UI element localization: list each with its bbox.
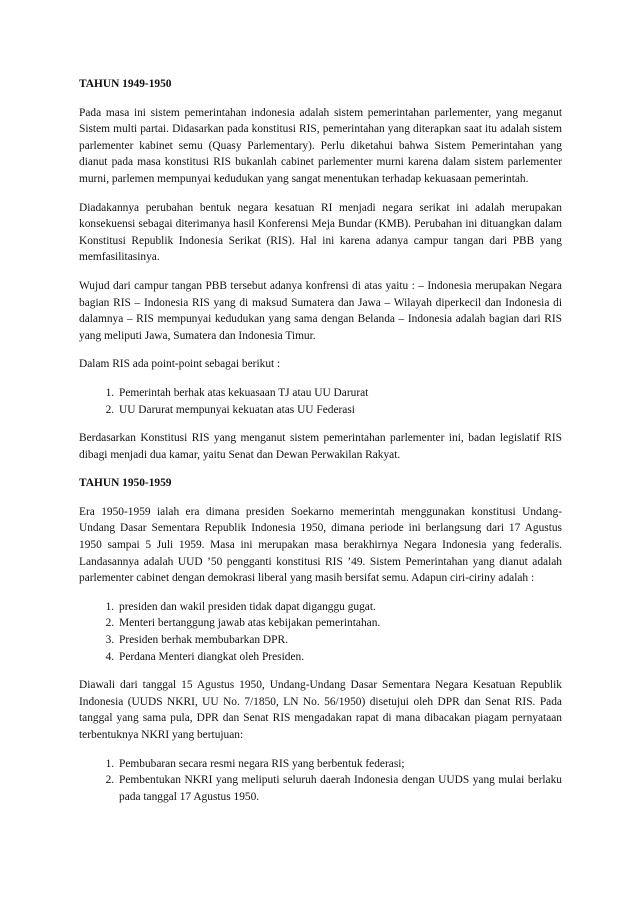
list-item: 1. Pemerintah berhak atas kekuasaan TJ atau UU Darurat bbox=[117, 385, 562, 402]
list-item: 1. presiden dan wakil presiden tidak dapat diganggu gugat. bbox=[117, 599, 562, 616]
list-item: 1. Pembubaran secara resmi negara RIS yang berbentuk federasi; bbox=[117, 756, 562, 773]
document-page bbox=[79, 76, 562, 817]
list-item: 4. Perdana Menteri diangkat oleh Presiden. bbox=[117, 649, 562, 666]
paragraph-era-soekarno: Era 1950-1959 ialah era dimana presiden Soekarno memerintah menggunakan konstitusi Undang-Undang Dasar Sementara Republik Indonesia 1950, dimana periode ini berlangsung dari 17 Agustus 1950 sampai 5 Juli 1959. Masa ini merupakan masa berakhirnya Negara Indonesia yang federalis. Landasannya adalah UUD ’50 pengganti konstitusi RIS ’49. Sistem Pemerintahan yang dianut adalah parlementer cabinet dengan demokrasi liberal yang masih bersifat semu. Adapun ciri-ciriny adalah : bbox=[79, 505, 562, 585]
list-point-ris bbox=[79, 385, 562, 418]
paragraph-badan-legislatif: Berdasarkan Konstitusi RIS yang menganut sistem pemerintahan parlementer ini, badan legislatif RIS dibagi menjadi dua kamar, yaitu Senat dan Dewan Perwakilan Rakyat. bbox=[79, 432, 562, 461]
list-tujuan-nkri bbox=[79, 756, 562, 806]
list-ciri-ciri bbox=[79, 599, 562, 665]
paragraph-uuds-nkri: Diawali dari tanggal 15 Agustus 1950, Undang-Undang Dasar Sementara Negara Kesatuan Republik Indonesia (UUDS NKRI, UU No. 7/1850, LN No. 56/1950) disetujui oleh DPR dan Senat RIS. Pada tanggal yang sama pula, DPR dan Senat RIS mengadakan rapat di mana dibacakan piagam pernyataan terbentuknya NKRI yang bertujuan: bbox=[79, 679, 562, 741]
section-heading-1949-1950: TAHUN 1949-1950 bbox=[79, 78, 172, 90]
paragraph-campur-tangan-pbb: Wujud dari campur tangan PBB tersebut adanya konfrensi di atas yaitu : – Indonesia merupakan Negara bagian RIS – Indonesia RIS yang di maksud Sumatera dan Jawa – Wilayah diperkecil dan Indonesia di dalamnya – RIS mempunyai kedudukan yang sama dengan Belanda – Indonesia adalah bagian dari RIS yang meliputi Jawa, Sumatera dan Indonesia Timur. bbox=[79, 279, 562, 342]
paragraph-point-ris: Dalam RIS ada point-point sebagai berikut : bbox=[79, 358, 281, 371]
section-heading-1950-1959: TAHUN 1950-1959 bbox=[79, 477, 172, 490]
list-item: 3. Presiden berhak membubarkan DPR. bbox=[117, 632, 562, 649]
paragraph-sistem-pemerintahan: Pada masa ini sistem pemerintahan indonesia adalah sistem pemerintahan parlementer, yang meganut Sistem multi partai. Didasarkan pada konstitusi RIS, pemerintahan yang diterapkan saat itu adalah sistem parlementer kabinet semu (Quasy Parlementary). Perlu diketahui bahwa Sistem Pemerintahan yang dianut pada masa konstitusi RIS bukanlah cabinet parlementer murni karena dalam sistem parlementer murni, parlemen mempunyai kedudukan yang sangat menentukan terhadap kekuasaan pemerintah. bbox=[79, 106, 562, 185]
paragraph-perubahan-bentuk-negara: Diadakannya perubahan bentuk negara kesatuan RI menjadi negara serikat ini adalah merupakan konsekuensi sebagai diterimanya hasil Konferensi Meja Bundar (KMB). Perubahan ini dituangkan dalam Konstitusi Republik Indonesia Serikat (RIS). Hal ini karena adanya campur tangan dari PBB yang memfasilitasinya. bbox=[79, 201, 562, 264]
list-item: 2. UU Darurat mempunyai kekuatan atas UU Federasi bbox=[117, 402, 562, 419]
list-item: 2. Menteri bertanggung jawab atas kebijakan pemerintahan. bbox=[117, 615, 562, 632]
list-item: 2. Pembentukan NKRI yang meliputi seluruh daerah Indonesia dengan UUDS yang mulai berlaku pada tanggal 17 Agustus 1950. bbox=[117, 772, 562, 805]
